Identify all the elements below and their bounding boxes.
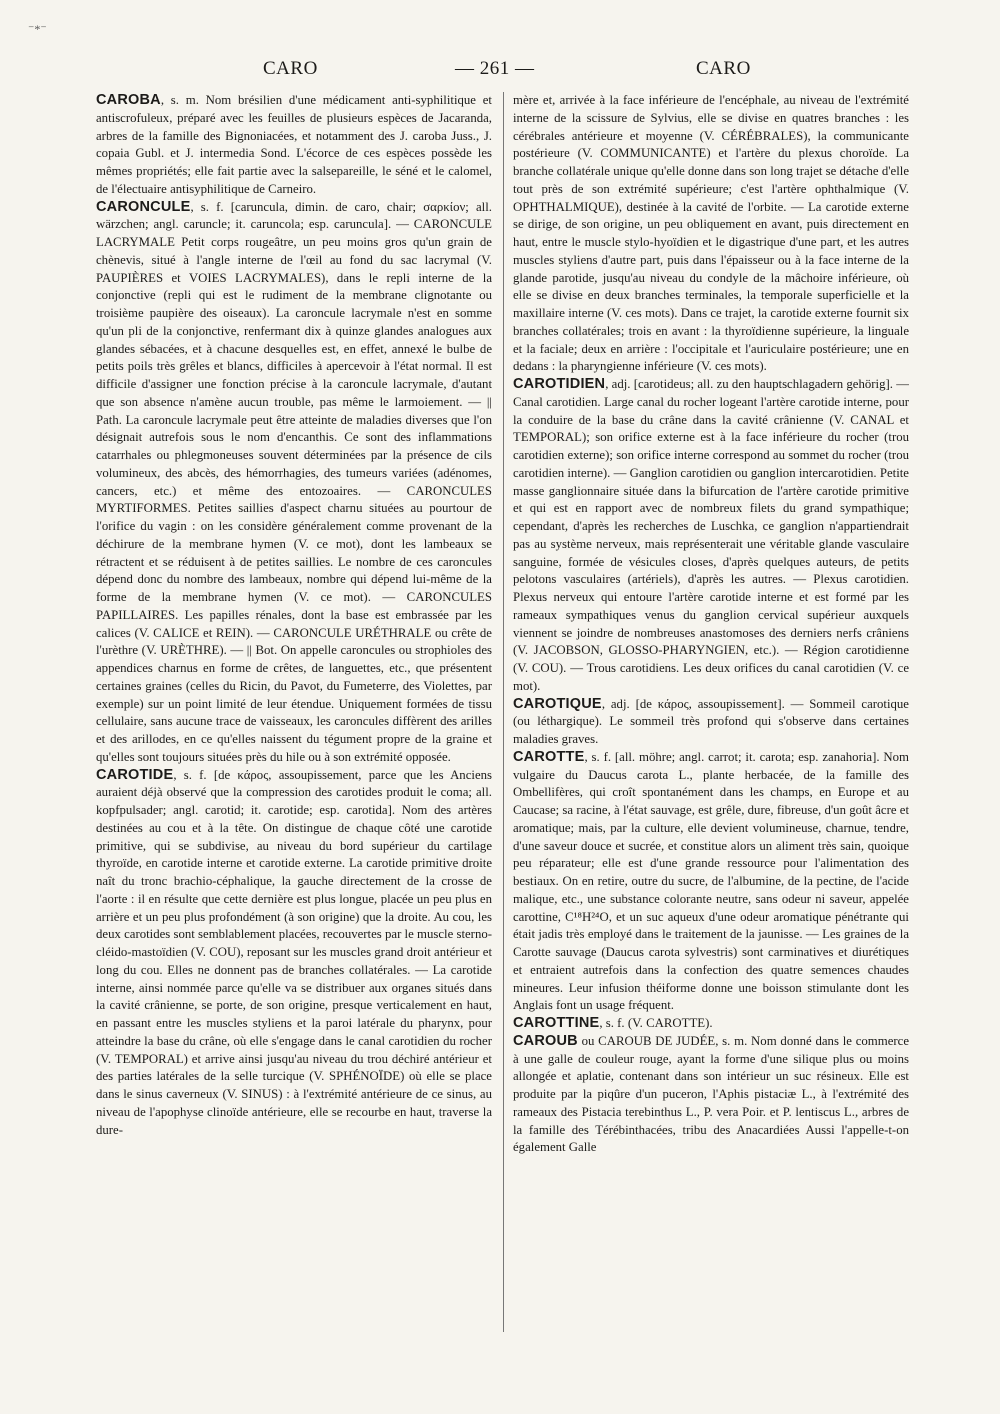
entry-body: , adj. [de κάρος, assoupissement]. — Sommeil carotique (ou léthargique). Le sommeil très profond qui s'observe dans certaines maladies graves. <box>513 696 909 746</box>
entry-caroub <box>513 1033 909 1157</box>
headword: CAROTIQUE <box>513 695 602 712</box>
entry-carotte <box>513 749 909 1015</box>
left-column <box>96 92 492 1352</box>
entry-body: , s. m. Nom brésilien d'une médicament anti-syphilitique et antiscrofuleux, préparé avec les feuilles de plusieurs espèces de Jacaranda, arbres de la famille des Bignoniacées, et notamment des J. caroba Juss., J. copaia Gubl. et J. intermedia Sond. L'écorce de ces espèces possède les mêmes propriétés; elle fait partie avec la salsepareille, le séné et le calomel, de l'électuaire antisyphilitique de Carneiro. <box>96 93 492 196</box>
entry-body: , s. f. [all. möhre; angl. carrot; it. carota; esp. zanahoria]. Nom vulgaire du Daucus carota L., plante herbacée, de la famille des Ombellifères, qui croît spontanément dans les champs, en Europe et au Caucase; sa racine, à l'état sauvage, est grêle, dure, fibreuse, d'un goût âcre et aromatique; mais, par la culture, elle devient volumineuse, charnue, tendre, d'une saveur douce et sucrée, et constitue alors un aliment très sain, quoique peu réparateur; elle est d'une grande ressource pour l'alimentation des bestiaux. On en retire, outre du sucre, de l'albumine, de la pectine, de l'acide malique, etc., une substance colorante neutre, sans odeur ni saveur, appelée carottine, C¹⁸H²⁴O, et un suc aqueux d'une odeur aromatique pénétrante qui était jadis très employé dans le traitement de la jaunisse. — Les graines de la Carotte sauvage (Daucus carota sylvestris) sont carminatives et diurétiques et entraient autrefois dans la confection des quatre semences chaudes mineures. Leur infusion théiforme donne une boisson stimulante dont les Anglais font un usage fréquent. <box>513 749 909 1013</box>
entry-body: , s. f. [caruncula, dimin. de caro, chair; σαρκίον; all. wärzchen; angl. caruncle; it. caruncola; esp. caruncula]. — CARONCULE LACRYMALE Petit corps rougeâtre, un peu moins gros qu'un grain de chènevis, situé à l'angle interne de l'œil au fond du sac lacrymal (V. PAUPIÈRES et VOIES LACRYMALES), dans le repli interne de la conjonctive (repli qui est le rudiment de la membrane clignotante ou troisième paupière des oiseaux). La caroncule lacrymale n'est en somme qu'un pli de la conjonctive, renfermant dix à quinze glandes analogues aux glandes sébacées, et à chacune desquelles est, en effet, annexé le bulbe de petits poils très grêles et blancs, difficiles à apercevoir à l'état normal. Il est difficile d'assigner une fonction précise à la caroncule lacrymale, d'autant que son absence n'amène aucun trouble, pas même le larmoiement. — || Path. La caroncule lacrymale peut être atteinte de maladies diverses que l'on désignait autrefois sous le nom d'encanthis. Ce sont des inflammations catarrhales ou phlegmoneuses souvent déterminées par la présence de cils volumineux, des abcès, des hémorrhagies, des tumeurs variées (adénomes, cancers, etc.) et même des entozoaires. — CARONCULES MYRTIFORMES. Petites saillies d'aspect charnu situées au pourtour de l'orifice du vagin : on les considère généralement comme provenant de la déchirure de la membrane hymen (V. ce mot), dont les lambeaux se rétractent et se réduisent à de petites saillies. Le nombre de ces caroncules dépend donc du nombre des lambeaux, nombre qui dépend lui-même de la forme de la membrane hymen (V. ce mot). — CARONCULES PAPILLAIRES. Les papilles rénales, dont la base est embrassée par les calices (V. CALICE et REIN). — CARONCULE URÉTHRALE ou crête de l'urèthre (V. URÈTHRE). — || Bot. On appelle caroncules ou strophioles des appendices charnus en forme de crêtes, de languettes, etc., que présentent certaines graines (celles du Ricin, du Pavot, du Fumeterre, des Violettes, par exemple) sur un point limité de leur étendue. Uniquement formées de tissu cellulaire, sans aucune trace de vaisseaux, les caroncules diffèrent des arilles et des arillodes, en ce qu'elles naissent du tégument propre de la graine et qu'elles sont toujours situées près du hile ou à son extrémité opposée. <box>96 199 492 764</box>
running-header <box>100 58 930 84</box>
entry-body: ou CAROUB DE JUDÉE, s. m. Nom donné dans le commerce à une galle de couleur rouge, ayant la forme d'une silique plus ou moins allongée et aplatie, contenant dans son intérieur un suc résineux. Elle est produite par la piqûre d'un puceron, l'Aphis pistaciæ L., à l'extrémité des rameaux des Pistacia terebinthus L., P. vera Poir. et P. lentiscus L., arbres de la famille des Térébinthacées, tribu des Anacardiées Aussi l'appelle-t-on également Galle <box>513 1033 909 1155</box>
running-head-left: CARO <box>263 58 318 79</box>
entry-carotide <box>96 767 492 1140</box>
corner-mark: ⁻*⁻ <box>28 22 47 36</box>
headword: CAROTTE <box>513 748 585 765</box>
headword: CAROTIDE <box>96 766 174 783</box>
entry-body: , adj. [carotideus; all. zu den hauptschlagadern gehörig]. — Canal carotidien. Large canal du rocher logeant l'artère carotide interne, pour la conduire de la base du crâne dans la cavité crânienne (V. CANAL et TEMPORAL); son orifice externe est à la face inférieure du rocher (trou carotidien externe); son orifice interne correspond au sommet du rocher (trou carotidien interne). — Ganglion carotidien ou ganglion intercarotidien. Petite masse ganglionnaire située dans la bifurcation de l'artère carotide primitive et qui est en rapport avec de nombreux filets du grand sympathique; cependant, d'après les recherches de Luschka, ce ganglion n'appartiendrait pas au système nerveux, mais représenterait une véritable glande vasculaire sanguine, formée de vésicules closes, d'après quelques auteurs, de petits pelotons vasculaires (artériels), d'après les autres. — Plexus carotidien. Plexus nerveux qui entoure l'artère carotide interne et est formé par les rameaux sympathiques venus du ganglion cervical supérieur auxquels viennent se joindre de nombreuses anastomoses des derniers nerfs crâniens (V. JACOBSON, GLOSSO-PHARYNGIEN, etc.). — Région carotidienne (V. COU). — Trous carotidiens. Les deux orifices du canal carotidien (V. ce mot). <box>513 377 909 693</box>
column-divider <box>503 92 504 1332</box>
entry-carotique <box>513 696 909 749</box>
running-head-right: CARO <box>696 58 751 79</box>
entry-carotide-continued <box>513 92 909 376</box>
page-number: — 261 — <box>455 58 535 79</box>
entry-caroba <box>96 92 492 199</box>
entry-carottine <box>513 1015 909 1033</box>
entry-body: , s. f. (V. CAROTTE). <box>599 1016 713 1030</box>
headword: CARONCULE <box>96 198 191 215</box>
entry-carotidien <box>513 376 909 696</box>
entry-body: , s. f. [de κάρος, assoupissement, parce que les Anciens auraient déjà observé que la compression des carotides produit le coma; all. kopfpulsader; angl. carotid; it. carotide; esp. carotida]. Nom des artères destinées au cou et à la tête. On distingue de chaque côté une carotide primitive, qui se subdivise, au niveau du bord supérieur du cartilage thyroïde, en carotide interne et carotide externe. La carotide primitive droite naît du tronc brachio-céphalique, la gauche directement de la crosse de l'aorte : il en résulte que cette dernière est plus longue, placée un peu plus en arrière et un peu plus profondément (à son origine) que la droite. Au cou, les deux carotides sont semblablement placées, recouvertes par le muscle sterno-cléido-mastoïdien (V. COU), reposant sur les muscles grand droit antérieur et long du cou. Elles ne donnent pas de branches collatérales. — La carotide interne, ainsi nommée parce qu'elle va se distribuer aux organes situés dans la cavité crânienne, se porte, de son origine, presque verticalement en haut, en passant entre les muscles styliens et la paroi latérale du pharynx, pour atteindre la base du crâne, où elle s'engage dans le canal carotidien du rocher (V. TEMPORAL) et arrive ainsi jusqu'au niveau du trou déchiré antérieur et des parties latérales de la selle turcique (V. SPHÉNOÏDE) où elle se place dans le sinus caverneux (V. SINUS) : à l'extrémité antérieure de ce sinus, au niveau de l'apophyse clinoïde antérieure, elle se recourbe en haut, traverse la dure- <box>96 767 492 1137</box>
headword: CAROTTINE <box>513 1015 600 1031</box>
right-column <box>513 92 909 1352</box>
headword: CAROBA <box>96 92 161 108</box>
entry-caroncule <box>96 199 492 767</box>
headword: CAROUB <box>513 1032 578 1049</box>
entry-body: mère et, arrivée à la face inférieure de l'encéphale, au niveau de l'extrémité interne de la scissure de Sylvius, elle se divise en quatres branches : les cérébrales antérieure et moyenne (V. CÉRÉBRALES), la communicante postérieure (V. COMMUNICANTE) et l'artère du plexus choroïde. La branche collatérale unique qu'elle donne dans son long trajet se détache d'elle tout près de son extrémité supérieure; c'est l'artère ophthalmique (V. OPHTHALMIQUE), destinée à la cavité de l'orbite. — La carotide externe se dirige, de son origine, un peu obliquement en avant, puis directement en haut, entre le muscle stylo-hyoïdien et le digastrique d'une part, et les autres muscles styliens d'autre part, puis dans l'épaisseur ou à la face interne de la glande parotide, jusqu'au niveau du condyle de la mâchoire inférieure, où elle se divise en deux branches terminales, la temporale superficielle et la maxillaire interne (V. ces mots). Dans ce trajet, la carotide externe fournit six branches collatérales; trois en avant : la thyroïdienne supérieure, la linguale et la faciale; deux en arrière : l'occipitale et l'auriculaire postérieure; une en dedans : la pharyngienne inférieure (V. ces mots). <box>513 93 909 374</box>
headword: CAROTIDIEN <box>513 376 606 392</box>
